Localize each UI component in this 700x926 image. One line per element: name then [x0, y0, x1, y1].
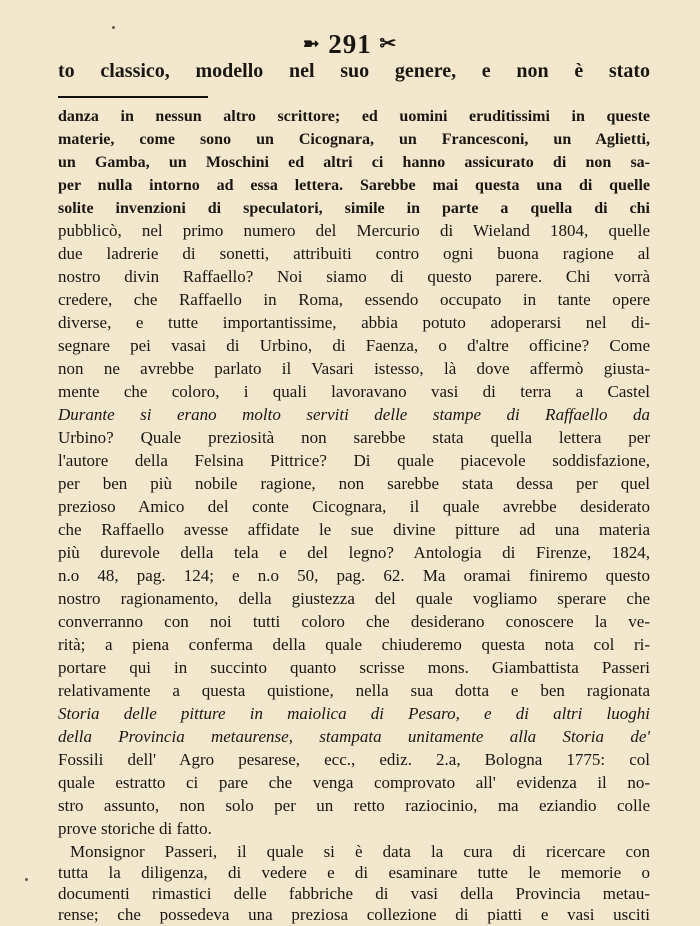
text-line: portare qui in succinto quanto scrisse mons. Giambattista Passeri — [58, 658, 650, 677]
text-line: che Raffaello avesse affidate le sue divine pitture ad una materia — [58, 520, 650, 539]
text-line: più durevole della tela e del legno? Antologia di Firenze, 1824, — [58, 543, 650, 562]
page-number: 291 — [328, 29, 372, 59]
text-line: n.o 48, pag. 124; e n.o 50, pag. 62. Ma oramai finiremo questo — [58, 566, 650, 585]
text-line: Monsignor Passeri, il quale si è data la cura di ricercare con — [70, 842, 650, 861]
text-line: materie, come sono un Cicognara, un Francesconi, un Aglietti, — [58, 131, 650, 148]
paper-speck — [112, 26, 115, 29]
paper-speck — [25, 878, 28, 881]
text-line: nostro divin Raffaello? Noi siamo di questo parere. Chi vorrà — [58, 267, 650, 286]
text-line: della Provincia metaurense, stampata unitamente alla Storia de' — [58, 727, 650, 746]
text-line: prezioso Amico del conte Cicognara, il quale avrebbe desiderato — [58, 497, 650, 516]
text-line: Urbino? Quale preziosità non sarebbe stata quella lettera per — [58, 428, 650, 447]
text-line: documenti rimastici delle fabbriche di vasi della Provincia metau- — [58, 884, 650, 903]
text-line: rense; che possedeva una preziosa collezione di piatti e vasi usciti — [58, 905, 650, 924]
text-line: converranno con noi tutti coloro che desiderano conoscere la ve- — [58, 612, 650, 631]
text-line: diverse, e tutte importantissime, abbia potuto adoperarsi nel di- — [58, 313, 650, 332]
text-line: nostro ragionamento, della giustezza del quale vogliamo sperare che — [58, 589, 650, 608]
text-line: segnare pei vasai di Urbino, di Faenza, o d'altre officine? Come — [58, 336, 650, 355]
text-line: solite invenzioni di speculatori, simile in parte a quella di chi — [58, 200, 650, 217]
separator-rule — [58, 96, 208, 98]
text-line: to classico, modello nel suo genere, e non è stato — [58, 60, 650, 82]
text-line: Durante si erano molto serviti delle stampe di Raffaello da — [58, 405, 650, 424]
text-line: non ne avrebbe parlato il Vasari istesso, là dove affermò giusta- — [58, 359, 650, 378]
text-line: danza in nessun altro scrittore; ed uomini eruditissimi in queste — [58, 108, 650, 125]
text-line: un Gamba, un Moschini ed altri ci hanno assicurato di non sa- — [58, 154, 650, 171]
text-line: rità; a piena conferma della quale chiuderemo questa nota col ri- — [58, 635, 650, 654]
text-line: due ladrerie di sonetti, attribuiti contro ogni buona ragione al — [58, 244, 650, 263]
page-header — [0, 28, 700, 60]
text-line: relativamente a questa quistione, nella sua dotta e ben ragionata — [58, 681, 650, 700]
left-ornament-icon: ➼ — [302, 33, 321, 55]
text-line: quale estratto ci pare che venga comprovato all' evidenza il no- — [58, 773, 650, 792]
text-line: Storia delle pitture in maiolica di Pesaro, e di altri luoghi — [58, 704, 650, 723]
text-line: mente che coloro, i quali lavoravano vasi di terra a Castel — [58, 382, 650, 401]
text-line: stro assunto, non solo per un retto raziocinio, ma eziandio colle — [58, 796, 650, 815]
text-line: prove storiche di fatto. — [58, 819, 212, 838]
text-line: Fossili dell' Agro pesarese, ecc., ediz. 2.a, Bologna 1775: col — [58, 750, 650, 769]
text-line: per ben più nobile ragione, non sarebbe stata dessa per quel — [58, 474, 650, 493]
text-line: per nulla intorno ad essa lettera. Sarebbe mai questa una di quelle — [58, 177, 650, 194]
right-ornament-icon: ✂ — [379, 33, 398, 55]
text-line: l'autore della Felsina Pittrice? Di quale piacevole soddisfazione, — [58, 451, 650, 470]
text-line: pubblicò, nel primo numero del Mercurio di Wieland 1804, quelle — [58, 221, 650, 240]
text-line: tutta la diligenza, di vedere e di esaminare tutte le memorie o — [58, 863, 650, 882]
text-line: credere, che Raffaello in Roma, essendo occupato in tante opere — [58, 290, 650, 309]
